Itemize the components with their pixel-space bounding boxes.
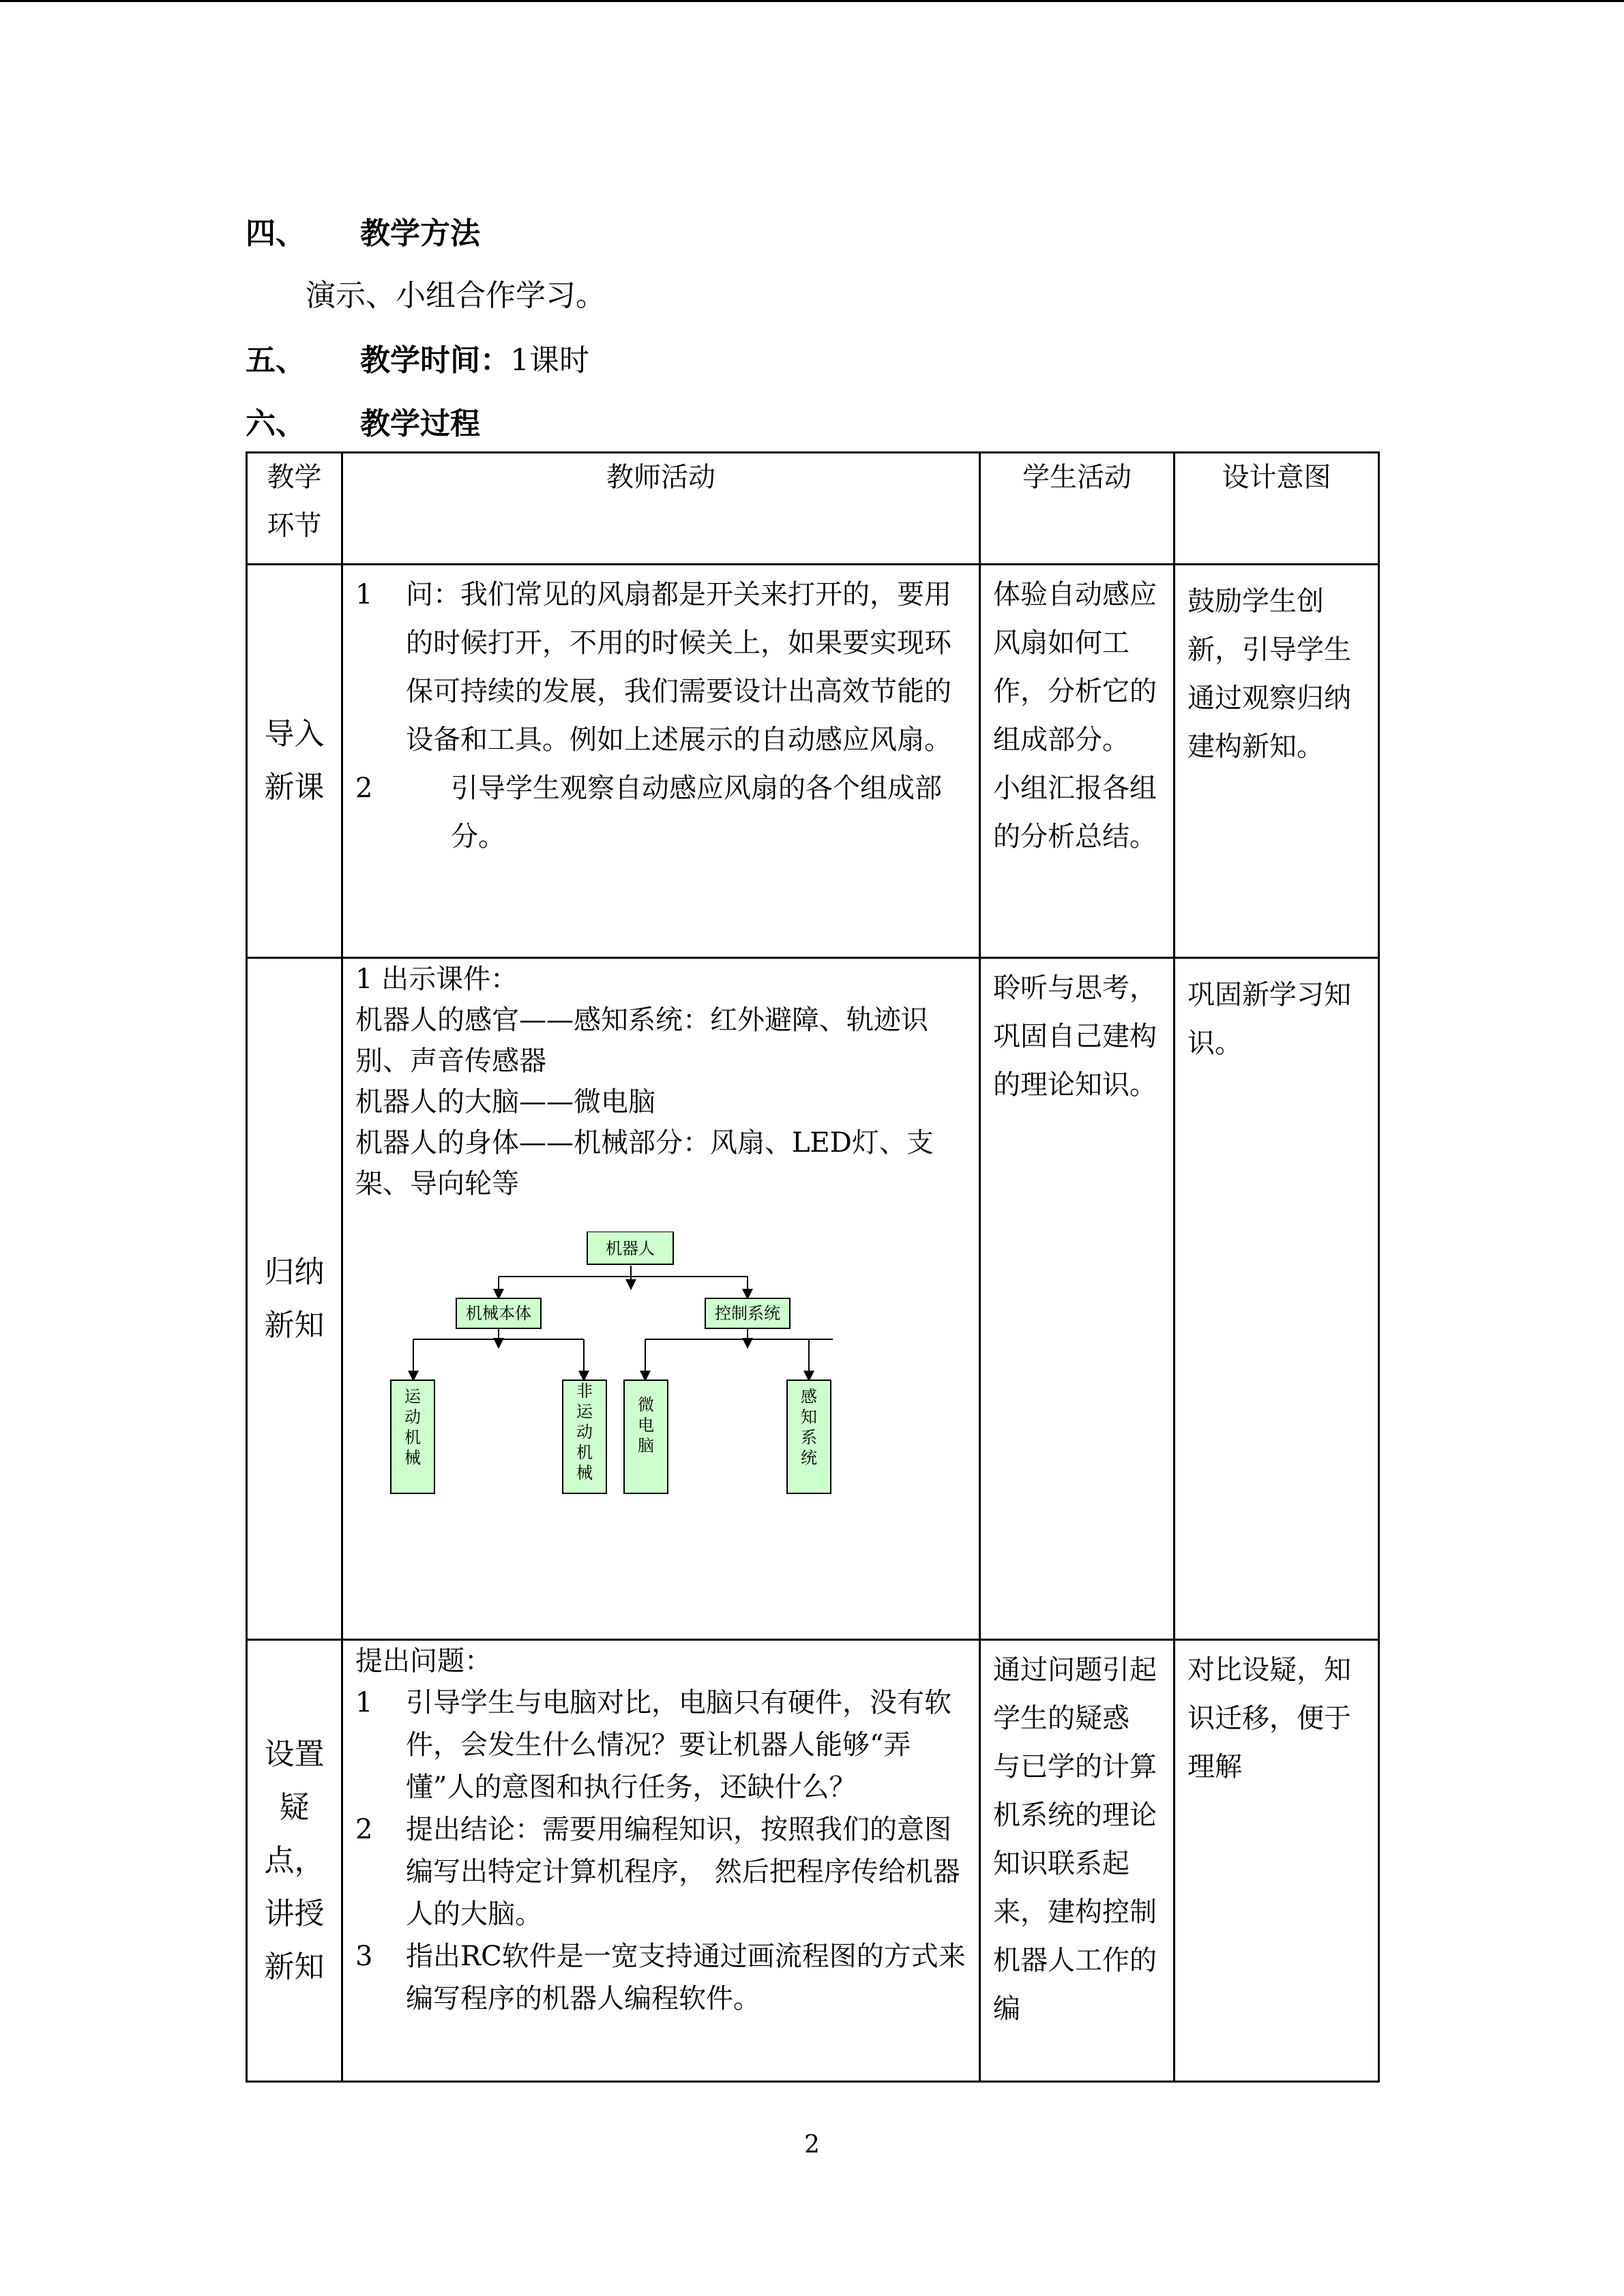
box-label: 运动机械 [404,1387,421,1467]
box-control-system [705,1298,790,1328]
item-text: 引导学生与电脑对比，电脑只有硬件，没有软件，会发生什么情况？要让机器人能够“弄懂”人的意图和执行任务，还缺什么？ [406,1687,951,1803]
teacher-activity [342,958,980,1640]
item-number: 2 [355,773,373,804]
header-student: 学生活动 [980,453,1175,565]
robot-structure-diagram [355,1232,833,1545]
row-stage [247,958,342,1640]
page-number: 2 [804,2131,820,2159]
box-label: 控制系统 [715,1304,780,1323]
list-item [355,1808,966,1935]
section-time-heading [246,336,589,379]
box-label: 非运动机械 [576,1382,593,1482]
teacher-activity [342,565,980,958]
section-methods-heading [246,209,480,252]
page-top-border [0,0,1624,2]
lesson-process-table [246,451,1380,2083]
teacher-line: 机器人的感官——感知系统：红外避障、轨迹识别、声音传感器 [355,1004,928,1077]
row-stage [247,1640,342,2082]
student-text: 体验自动感应风扇如何工作，分析它的组成部分。 [993,579,1157,756]
section-number: 四、 [246,216,306,251]
header-stage [247,453,342,565]
list-item [355,571,966,764]
box-root [587,1232,673,1264]
item-text: 提出结论：需要用编程知识，按照我们的意图编写出特定计算机程序， 然后把程序传给机器人的大脑。 [406,1814,960,1930]
design-intent: 巩固新学习知识。 [1175,958,1379,1640]
stage-line: 归纳 [264,1254,325,1289]
box-sensing-system [787,1380,831,1493]
teacher-activity [342,1640,980,2082]
methods-content: 演示、小组合作学习。 [306,278,606,313]
table-header-row [247,453,1379,565]
teacher-lines [355,959,966,1204]
section-title: 教学时间： [360,343,510,378]
item-number: 1 [355,1687,373,1718]
stage-line: 疑 [279,1789,310,1825]
item-text: 指出RC软件是一宽支持通过画流程图的方式来编写程序的机器人编程软件。 [406,1941,966,2014]
box-motion-mechanism [391,1380,434,1493]
item-number: 1 [355,579,373,610]
design-intent: 鼓励学生创新，引导学生通过观察归纳建构新知。 [1175,565,1379,958]
student-text: 小组汇报各组的分析总结。 [993,773,1157,852]
student-text: 通过问题引起学生的疑惑 [993,1654,1157,1734]
stage-line: 讲授 [264,1896,325,1931]
section-number: 六、 [246,406,306,441]
stage-line: 新知 [264,1949,325,1984]
table-row [247,1640,1379,2082]
stage-line: 导入 [264,717,325,751]
header-stage-line: 教学 [267,462,322,493]
time-value: 1课时 [510,343,589,378]
box-root-label: 机器人 [606,1239,655,1258]
item-text: 引导学生观察自动感应风扇的各个组成部分。 [451,773,942,852]
list-item [355,764,966,861]
teacher-title: 提出问题： [355,1645,492,1677]
section-process-heading [246,399,480,443]
student-activity [980,1640,1175,2082]
box-microcomputer [624,1380,668,1493]
row-stage [247,565,342,958]
student-activity [980,565,1175,958]
item-text: 问：我们常见的风扇都是开关来打开的，要用的时候打开，不用的时候关上，如果要实现环保可持续的发展，我们需要设计出高效节能的设备和工具。例如上述展示的自动感应风扇。 [406,579,951,756]
student-text: 与已学的计算机系统的理论知识联系起来，建构控制机器人工作的编 [993,1751,1157,2025]
section-title: 教学过程 [360,406,480,441]
box-mechanical-body [456,1298,541,1328]
section-title: 教学方法 [360,216,480,251]
stage-line: 新知 [264,1307,325,1343]
item-number: 3 [355,1941,373,1972]
list-item [355,1682,966,1808]
table-row [247,565,1379,958]
table-row [247,958,1379,1640]
item-number: 2 [355,1814,373,1845]
teacher-line: 1 出示课件： [355,964,518,995]
stage-line: 点， [264,1843,325,1878]
section-number: 五、 [246,343,306,378]
stage-line: 设置 [264,1736,325,1772]
box-non-motion-mechanism [563,1380,606,1493]
header-intent: 设计意图 [1175,453,1379,565]
design-intent: 对比设疑，知识迁移，便于理解 [1175,1640,1379,2082]
teacher-line: 机器人的身体——机械部分：风扇、LED灯、支架、导向轮等 [355,1127,934,1199]
stage-line: 新课 [264,770,325,805]
teacher-line: 机器人的大脑——微电脑 [355,1086,655,1118]
box-label: 机械本体 [466,1304,531,1323]
student-activity: 聆听与思考，巩固自己建构的理论知识。 [980,958,1175,1640]
list-item [355,1935,966,2020]
header-stage-line: 环节 [267,510,322,541]
box-label: 感知系统 [801,1387,817,1467]
box-label: 微电脑 [638,1395,654,1455]
header-teacher: 教师活动 [342,453,980,565]
